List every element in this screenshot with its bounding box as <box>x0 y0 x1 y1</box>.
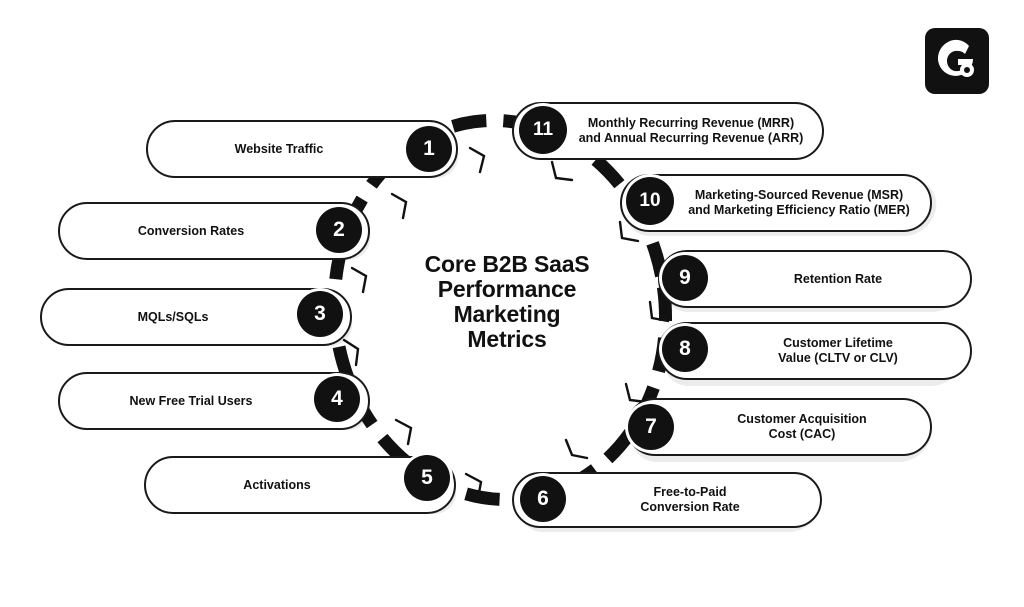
metric-label-11-line2: and Annual Recurring Revenue (ARR) <box>578 131 804 145</box>
step-number-5: 5 <box>421 466 433 489</box>
metric-label-2-line1: Conversion Rates <box>137 223 245 238</box>
step-number-1: 1 <box>423 137 435 160</box>
diagram-title-line1: Core B2B SaaS <box>424 251 590 277</box>
metric-label-7-line1: Customer Acquisition <box>737 412 867 426</box>
diagram-title-line4: Metrics <box>467 326 547 352</box>
metric-label-6-line1: Free-to-Paid <box>653 485 727 499</box>
step-number-4: 4 <box>331 387 343 410</box>
step-number-8: 8 <box>679 337 691 360</box>
metric-label-10-line1: Marketing-Sourced Revenue (MSR) <box>694 188 904 202</box>
step-badge-6[interactable] <box>520 476 566 522</box>
step-number-11: 11 <box>532 119 554 140</box>
metric-label-1-line1: Website Traffic <box>234 141 324 156</box>
metric-label-6-line2: Conversion Rate <box>640 500 740 514</box>
step-badge-3[interactable] <box>297 291 343 337</box>
step-number-7: 7 <box>645 415 657 438</box>
metric-label-9-line1: Retention Rate <box>793 271 883 286</box>
metric-label-8-line1: Customer Lifetime <box>783 336 893 350</box>
diagram-title <box>398 252 616 352</box>
metric-label-3-line1: MQLs/SQLs <box>137 309 209 324</box>
metric-label-8-line2: Value (CLTV or CLV) <box>778 351 898 365</box>
step-badge-7[interactable] <box>628 404 674 450</box>
grin-logo-icon <box>925 28 989 94</box>
diagram-title-line3: Marketing <box>453 301 561 327</box>
metric-label-10-line2: and Marketing Efficiency Ratio (MER) <box>688 203 910 217</box>
step-badge-10[interactable] <box>626 177 674 225</box>
step-number-9: 9 <box>679 266 691 289</box>
step-number-3: 3 <box>314 302 326 325</box>
step-badge-5[interactable] <box>404 455 450 501</box>
metric-label-4-line1: New Free Trial Users <box>129 393 253 408</box>
brand-logo <box>925 28 989 94</box>
diagram-title-line2: Performance <box>437 276 577 302</box>
step-badge-8[interactable] <box>662 326 708 372</box>
step-badge-4[interactable] <box>314 376 360 422</box>
metric-label-11-line1: Monthly Recurring Revenue (MRR) <box>587 116 795 130</box>
step-number-2: 2 <box>333 218 345 241</box>
step-badge-2[interactable] <box>316 207 362 253</box>
metric-label-7-line2: Cost (CAC) <box>768 427 836 441</box>
step-number-10: 10 <box>639 190 661 211</box>
step-badge-1[interactable] <box>406 126 452 172</box>
step-number-6: 6 <box>537 487 549 510</box>
step-badge-9[interactable] <box>662 255 708 301</box>
metric-label-5-line1: Activations <box>243 477 311 492</box>
step-badge-11[interactable] <box>519 106 567 154</box>
